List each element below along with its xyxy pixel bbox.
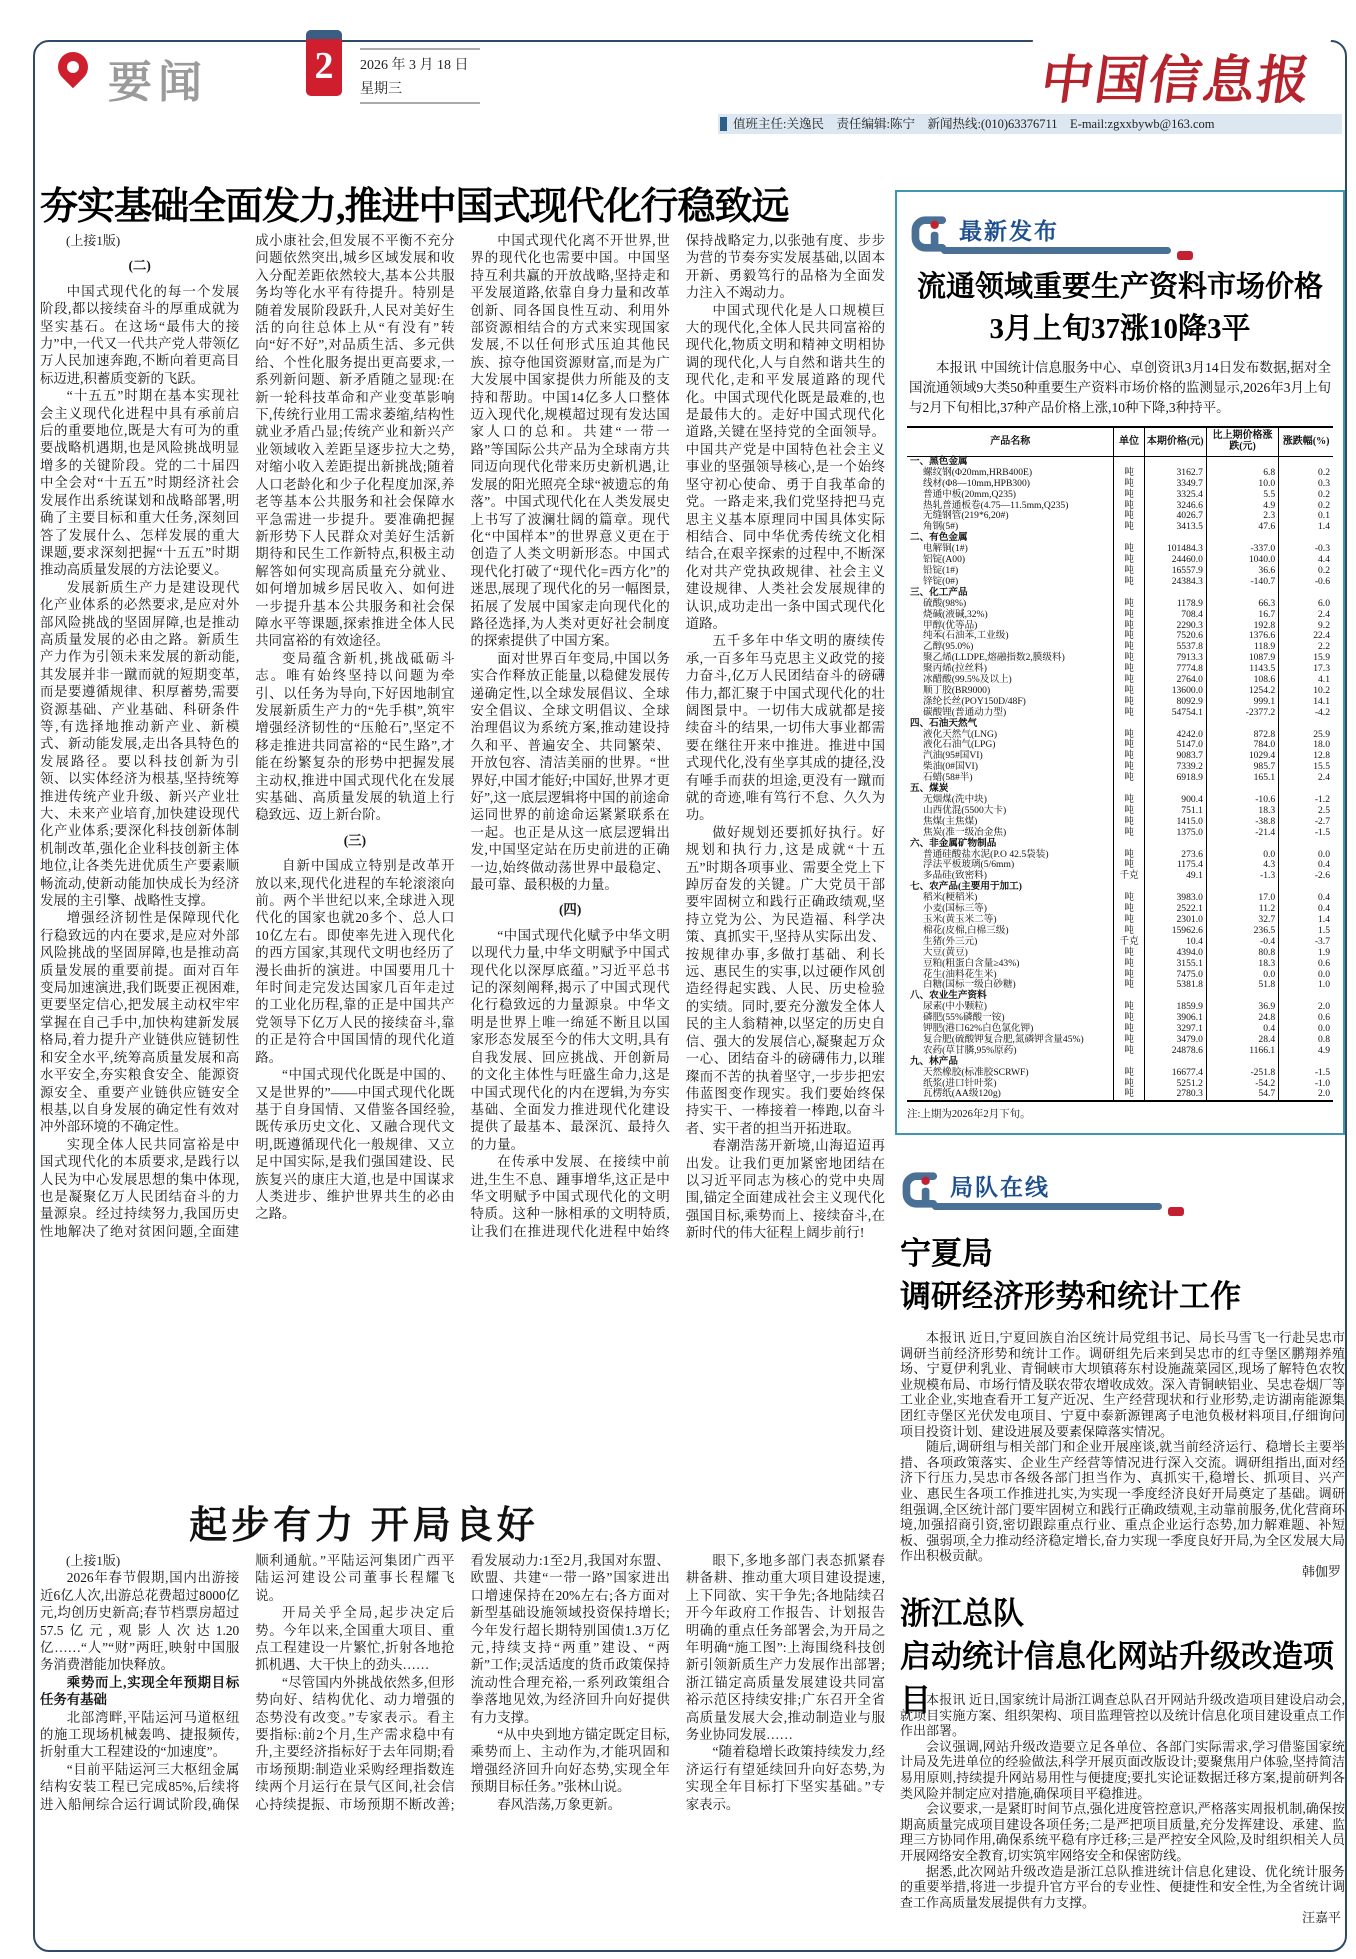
continued-note: (上接1版) [66, 1553, 121, 1568]
section-name: 要闻 [100, 46, 216, 110]
article-paragraph: 会议要求,一是紧盯时间节点,强化进度管控意识,严格落实周报机制,确保按期高质量完成项目建设各项任务;二是严把项目质量,充分发挥建设、承建、监理三方协同作用,确保系统平稳有序迁移;三是严控安全风险,及时组织相关人员开展网络安全教育,切实筑牢网络安全和保密防线。 [900, 1801, 1345, 1863]
table-row: 浮法平板玻璃(5/6mm) 吨 1175.4 4.3 0.4 [907, 860, 1333, 871]
price-table [907, 426, 1333, 1102]
table-row: 天然橡胶(标准胶SCRWF) 吨 16677.4 -251.8 -1.5 [907, 1068, 1333, 1079]
article-paragraph: 2026年春节假期,国内出游接近6亿人次,出游总花费超过8000亿元,均创历史新高;春节档票房超过57.5亿元,观影人次达1.20亿……“人”“财”两旺,映射中国服务消费潜能加快释放。 [40, 1570, 240, 1673]
table-category-row: 六、非金属矿物制品 [907, 839, 1333, 850]
latest-release-box [895, 190, 1345, 1135]
table-row: 豆粕(粗蛋白含量≥43%) 吨 3155.1 18.3 0.6 [907, 959, 1333, 970]
article-paragraph: 会议强调,网站升级改造要立足各单位、各部门实际需求,学习借鉴国家统计局及先进单位的经验做法,科学开展页面改版设计;要聚焦用户体验,坚持简洁易用原则,持续提升网站易用性与便捷度;要扎实论证数据迁移方案,提前研判各类风险并制定应对措施,确保项目平稳推进。 [900, 1738, 1345, 1801]
editorial-paragraph: 中国式现代化离不开世界,世界的现代化也需要中国。中国坚持互利共赢的开放战略,坚持走和平发展道路,依靠自身力量和改革创新、同各国良性互动、利用外部资源相结合的方式来实现国家发展,不以任何形式压迫其他民族、掠夺他国资源财富,而是为广大发展中国家提供力所能及的支持和帮助。中国14亿多人口整体迈入现代化,规模超过现有发达国家人口的总和。共建“一带一路”等国际公共产品为全球南方共同迈向现代化带来历史新机遇,让发展的阳光照亮全球“被遗忘的角落”。中国式现代化在人类发展史上书写了波澜壮阔的篇章。现代化“中国样本”的世界意义更在于创造了人类文明新形态。中国式现代化打破了“现代化=西方化”的迷思,展现了现代化的另一幅图景,拓展了发展中国家走向现代化的路径选择,为人类对更好社会制度的探索提供了中国方案。 [470, 233, 670, 649]
red-nub [1168, 1207, 1184, 1216]
newspaper-logo: 中国信息报 [1023, 38, 1332, 113]
table-row: 无烟煤(洗中块) 吨 900.4 -10.6 -1.2 [907, 795, 1333, 806]
info-bar-tick-icon [720, 117, 727, 131]
article-paragraph: 春风浩荡,万象更新。 [497, 1796, 622, 1812]
table-row: 普通硅酸盐水泥(P.O 42.5袋装) 吨 273.6 0.0 0.0 [907, 850, 1333, 861]
table-category-row: 七、农产品(主要用于加工) [907, 882, 1333, 893]
red-nub [1177, 251, 1193, 260]
table-row: 螺纹钢(Φ20mm,HRB400E) 吨 3162.7 6.8 0.2 [907, 468, 1333, 479]
table-row: 焦炭(准一级冶金焦) 吨 1375.0 -21.4 -1.5 [907, 828, 1333, 839]
section-label: 局队在线 [950, 1175, 1050, 1200]
bureau-article-body [900, 1330, 1345, 1579]
article-paragraph: “随着稳增长政策持续发力,经济运行有望延续回升向好态势,为实现全年目标打下坚实基础。”专家表示。 [685, 1744, 885, 1812]
table-row: 汽油(95#国VI) 吨 9083.7 1029.4 12.8 [907, 751, 1333, 762]
table-row: 多晶硅(致密料) 千克 49.1 -1.3 -2.6 [907, 871, 1333, 882]
table-row: 纸浆(进口针叶浆) 吨 5251.2 -54.2 -1.0 [907, 1079, 1333, 1090]
page-number-badge [306, 30, 342, 96]
table-row: 生猪(外三元) 千克 10.4 -0.4 -3.7 [907, 937, 1333, 948]
byline: 汪嘉平 [1301, 1910, 1341, 1926]
section-label: 最新发布 [959, 219, 1059, 244]
info-bar-text: 值班主任:关逸民 责任编辑:陈宁 新闻热线:(010)63376711 E-mail:zgxxbywb@163.com [733, 117, 1215, 131]
editorial-paragraph: 中国式现代化的每一个发展阶段,都以接续奋斗的厚重成就为坚实基石。在这场“最伟大的接力”中,一代又一代共产党人带领亿万人民加速奔跑,不断向着更高目标迈进,积蓄质变新的飞跃。 [40, 283, 240, 386]
table-row: 液化天然气(LNG) 吨 4242.0 872.8 25.9 [907, 730, 1333, 741]
main-headline: 夯实基础全面发力,推进中国式现代化行稳致远 [40, 186, 789, 229]
editorial-paragraph: 中国式现代化是人口规模巨大的现代化,全体人民共同富裕的现代化,物质文明和精神文明相协调的现代化,人与自然和谐共生的现代化,走和平发展道路的现代化。中国式现代化既是最难的,也是最伟大的。走好中国式现代化道路,关键在坚持党的全面领导。中国共产党是中国特色社会主义事业的坚强领导核心,是一个始终坚守初心使命、勇于自我革命的党。一路走来,我们党坚持把马克思主义基本原理同中国具体实际相结合、同中华优秀传统文化相结合,在艰辛探索的过程中,不断深化对共产党执政规律、社会主义建设规律、人类社会发展规律的认识,成功走出一条中国式现代化道路。 [685, 302, 885, 631]
date-line: 2026 年 3 月 18 日 [360, 58, 469, 73]
table-row: 聚丙烯(拉丝料) 吨 7774.8 1143.5 17.3 [907, 664, 1333, 675]
second-article-body [40, 1552, 885, 1948]
table-row: 钾肥(港口62%白色氯化钾) 吨 3297.1 0.4 0.0 [907, 1024, 1333, 1035]
table-row: 山西优混(5500大卡) 吨 751.1 18.3 2.5 [907, 806, 1333, 817]
page-header [0, 0, 1356, 120]
article-paragraph: “从中央到地方锚定既定目标,乘势而上、主动作为,才能巩固和增强经济回升向好态势,实现全年预期目标任务。”张林山说。 [470, 1727, 670, 1795]
editorial-body [40, 232, 885, 1448]
table-row: 小麦(国标三等) 吨 2522.1 11.2 0.4 [907, 904, 1333, 915]
table-category-row: 四、石油天然气 [907, 719, 1333, 730]
byline: 韩伽罗 [1301, 1563, 1341, 1579]
price-table-header: 产品名称 单位 本期价格(元) 比上期价格涨跌(元) 涨跌幅(%) [907, 427, 1333, 456]
continued-note: (上接1版) [66, 233, 121, 248]
article-paragraph: 乘势而上,实现全年预期目标任务有基础 [40, 1674, 240, 1708]
section-label-underline [941, 247, 1171, 254]
editorial-paragraph: 在传承中发展、在接续中前进,生生不息、踵事增华,这正是中华文明赋予中国式现代化的文明特质。这种一脉相承的文明特质,让我们在推进现代化进程中始终保持战略定力,以张弛有度、步步为营的节奏夯实发展基础,以固本开新、勇毅笃行的品格为全面发力注入不竭动力。 [470, 233, 885, 1239]
latest-release-header [907, 202, 1333, 260]
table-row: 烧碱(液碱,32%) 吨 708.4 16.7 2.4 [907, 610, 1333, 621]
editorial-paragraph: 做好规划还要抓好执行。好规划和执行力,这是成就“十五五”时期各项事业、需要全党上下踔厉奋发的关键。广大党员干部要牢固树立和践行正确政绩观,坚持立党为公、为民造福、科学决策、真抓实干,坚持从实际出发、按规律办事,多做打基础、利长远、惠民生的实事,以过硬作风创造经得起实践、人民、历史检验的实绩。同时,要充分激发全体人民的主人翁精神,以坚定的历史自信、强大的发展信心,凝聚起万众一心、团结奋斗的磅礴伟力,以璀璨而不苦的执着坚守,一步步把宏伟蓝图变作现实。我们要始终保持实干、一棒接着一棒跑,以奋斗者、实干者的担当开拓进取。 [685, 824, 885, 1136]
table-row: 瓦楞纸(AA级120g) 吨 2780.3 54.7 2.0 [907, 1089, 1333, 1101]
table-row: 冰醋酸(99.5%及以上) 吨 2764.0 108.6 4.1 [907, 675, 1333, 686]
table-row: 铝锭(A00) 吨 24460.0 1040.0 4.4 [907, 555, 1333, 566]
bureau-article-title: 宁夏局 调研经济形势和统计工作 [900, 1236, 1241, 1315]
table-row: 角钢(5#) 吨 3413.5 47.6 1.4 [907, 522, 1333, 533]
article-paragraph: 北部湾畔,平陆运河马道枢纽的施工现场机械轰鸣、捷报频传,折射重大工程建设的“加速度”。 [40, 1709, 240, 1760]
location-pin-icon [52, 46, 94, 88]
table-row: 热轧普通板卷(4.75—11.5mm,Q235) 吨 3246.6 4.9 0.2 [907, 501, 1333, 512]
editorial-paragraph: “中国式现代化既是中国的、又是世界的”——中国式现代化既基于自身国情、又借鉴各国经验,既传承历史文化、又融合现代文明,既遵循现代化一般规律、又立足中国实际,是我们强国建设、民族复兴的康庄大道,也是中国谋求人类进步、维护世界共生的必由之路。 [255, 1067, 455, 1222]
editorial-paragraph: 五千多年中华文明的赓续传承,一百多年马克思主义政党的接力奋斗,亿万人民团结奋斗的磅礴伟力,都汇聚于中国式现代化的壮阔图景中。一切伟大成就都是接续奋斗的结果,一切伟大事业都需要在继往开来中推进。推进中国式现代化,没有坐享其成的捷径,没有唾手而获的坦途,更没有一蹴而就的奇迹,唯有笃行不怠、久久为功。 [685, 633, 885, 823]
editorial-paragraph: 面对世界百年变局,中国以务实合作释放正能量,以稳健发展传递确定性,以全球发展倡议、全球安全倡议、全球文明倡议、全球治理倡议为系统方案,推动建设持久和平、普遍安全、共同繁荣、开放包容、清洁美丽的世界。“世界好,中国才能好;中国好,世界才更好”,这一底层逻辑将中国的前途命运同世界的前途命运紧紧联系在一起。也正是从这一底层逻辑出发,中国坚定站在历史前进的正确一边,始终做动荡世界中最稳定、最可靠、最积极的力量。 [470, 650, 670, 893]
table-row: 尿素(中小颗粒) 吨 1859.9 36.9 2.0 [907, 1002, 1333, 1013]
table-row: 棉花(皮棉,白棉三级) 吨 15962.6 236.5 1.5 [907, 926, 1333, 937]
article-paragraph: “目前平陆运河三大枢纽金属结构安装工程已完成85%,后续将进入船闸综合运行调试阶段,确保顺利通航。”平陆运河集团广西平陆运河建设公司董事长程耀飞说。 [40, 1553, 455, 1812]
table-row: 花生(油料花生米) 吨 7475.0 0.0 0.0 [907, 970, 1333, 981]
table-row: 柴油(0#国VI) 吨 7339.2 985.7 15.5 [907, 762, 1333, 773]
section-marker: (二) [128, 258, 151, 274]
article-paragraph: 开局关乎全局,起步决定后势。今年以来,全国重大项目、重点工程建设一片繁忙,折射各地抢抓机遇、大干快上的劲头…… [255, 1605, 455, 1673]
article-paragraph: “尽管国内外挑战依然多,但形势向好、结构优化、动力增强的态势没有改变。”专家表示。看主要指标:前2个月,生产需求稳中有升,主要经济指标好于去年同期;看市场预期:制造业采购经理指数连续两个月运行在景气区间,社会信心持续提振、市场预期不断改善;看发展动力:1至2月,我国对东盟、欧盟、共建“一带一路”国家进出口增速保持在20%左右;各方面对新型基础设施领域投资保持增长;今年发行超长期特别国债1.3万亿元,持续支持“两重”建设、“两新”工作;灵活适度的货币政策保持流动性合理充裕,一系列政策组合拳落地见效,为经济回升向好提供有力支撑。 [255, 1553, 670, 1812]
table-row: 涤纶长丝(POY150D/48F) 吨 8092.9 999.1 14.1 [907, 697, 1333, 708]
table-row: 磷肥(55%磷酸一铵) 吨 3906.1 24.8 0.6 [907, 1013, 1333, 1024]
table-row: 复合肥(硫酸钾复合肥,氮磷钾含量45%) 吨 3479.0 28.4 0.8 [907, 1035, 1333, 1046]
masthead-info-bar [718, 114, 1342, 134]
page-number: 2 [314, 45, 334, 87]
table-row: 液化石油气(LPG) 吨 5147.0 784.0 18.0 [907, 740, 1333, 751]
table-row: 焦煤(主焦煤) 吨 1415.0 -38.8 -2.7 [907, 817, 1333, 828]
table-row: 白糖(国标一级白砂糖) 吨 5381.8 51.8 1.0 [907, 980, 1333, 991]
editorial-paragraph: “中国式现代化赋予中华文明以现代力量,中华文明赋予中国式现代化以深厚底蕴。”习近平总书记的深刻阐释,揭示了中国式现代化行稳致远的力量源泉。中华文明是世界上唯一绵延不断且以国家形态发展至今的伟大文明,具有自我发展、回应挑战、开创新局的文化主体性与旺盛生命力,这是中国式现代化的内在逻辑,为夯实基础、全面发力推进现代化建设提供了最基本、最深沉、最持久的力量。 [470, 927, 670, 1152]
table-row: 碳酸锂(普通动力型) 吨 54754.1 -2377.2 -4.2 [907, 708, 1333, 719]
table-row: 聚乙烯(LLDPE,熔融指数2,膜级料) 吨 7913.3 1087.9 15.9 [907, 653, 1333, 664]
release-intro: 本报讯 中国统计信息服务中心、卓创资讯3月14日发布数据,据对全国流通领域9大类50种重要生产资料市场价格的监测显示,2026年3月上旬与2月下旬相比,37种产品价格上涨,10种下降,3种持平。 [909, 360, 1331, 416]
article-paragraph: 随后,调研组与相关部门和企业开展座谈,就当前经济运行、稳增长主要举措、各项政策落实、企业生产经营等情况进行深入交流。调研组指出,面对经济下行压力,吴忠市各级各部门担当作为、真抓实干,稳增长、抓项目、兴产业、惠民生各项工作推进扎实,为实现一季度经济良好开局奠定了基础。调研组强调,全区统计部门要牢固树立和践行正确政绩观,主动靠前服务,优化营商环境,加强招商引资,密切跟踪重点行业、重点企业运行态势,加力解难题、补短板、强弱项,全力推动经济稳定增长,奋力实现一季度良好开局,为全区发展大局作出积极贡献。 [900, 1439, 1345, 1564]
second-article-headline: 起步有力 开局良好 [189, 1504, 539, 1547]
badge-cap [306, 30, 342, 39]
table-row: 普通中板(20mm,Q235) 吨 3325.4 5.5 0.2 [907, 490, 1333, 501]
bureau-online-header [898, 1158, 1348, 1216]
editorial-paragraph: 增强经济韧性是保障现代化行稳致远的内在要求,是应对外部风险挑战的坚固屏障,也是推动高质量发展的重要前提。面对百年变局加速演进,我们既要正视困难,更要坚定信心,把发展主动权牢牢掌握在自己手中,加快构建新发展格局,着力提升产业链供应链韧性和安全水平,统筹高质量发展和高水平安全,夯实粮食安全、能源资源安全、重要产业链供应链安全根基,以自身发展的确定性有效对冲外部环境的不确定性。 [40, 910, 240, 1135]
editorial-paragraph: “十五五”时期在基本实现社会主义现代化进程中具有承前启后的重要地位,既是大有可为的重要战略机遇期,也是风险挑战明显增多的关键阶段。党的二十届四中全会对“十五五”时期经济社会发展作出系统谋划和战略部署,明确了主要目标和重大任务,深刻回答了发展什么、怎样发展的重大课题,要求深刻把握“十五五”时期推动高质量发展的方法论要义。 [40, 388, 240, 578]
price-table-body [907, 456, 1333, 1101]
table-row: 农药(草甘膦,95%原药) 吨 24878.6 1166.1 4.9 [907, 1046, 1333, 1057]
table-row: 硫酸(98%) 吨 1178.9 66.3 6.0 [907, 599, 1333, 610]
table-category-row: 一、黑色金属 [907, 456, 1333, 467]
table-category-row: 三、化工产品 [907, 588, 1333, 599]
table-category-row: 九、林产品 [907, 1057, 1333, 1068]
table-row: 电解铜(1#) 吨 101484.3 -337.0 -0.3 [907, 544, 1333, 555]
section-marker: (三) [343, 832, 367, 848]
table-row: 稻米(粳稻米) 吨 3983.0 17.0 0.4 [907, 893, 1333, 904]
editorial-paragraph: 发展新质生产力是建设现代化产业体系的必然要求,是应对外部风险挑战的坚固屏障,也是推动高质量发展的必由之路。新质生产力作为引领未来发展的新动能,其发展并非一蹴而就的短期变革,而是要遵循规律、积厚蓄势,需要资源基础、产业基础、科研条件等,有选择地推动新产业、新模式、新动能发展,走出各具特色的发展路径。要以科技创新为引领、以实体经济为根基,坚持统筹推进传统产业升级、新兴产业壮大、未来产业培育,加快建设现代化产业体系;要深化科技创新体制机制改革,强化企业科技创新主体地位,让各类先进优质生产要素顺畅流动,使新动能加快成长为经济发展的主引擎、战略性支撑。 [40, 579, 240, 909]
article-paragraph: 据悉,此次网站升级改造是浙江总队推进统计信息化建设、优化统计服务的重要举措,将进一步提升官方平台的专业性、便捷性和安全性,为全省统计调查工作高质量发展提供有力支撑。 [900, 1863, 1345, 1910]
editorial-paragraph: 春潮浩荡开新境,山海迢迢再出发。让我们更加紧密地团结在以习近平同志为核心的党中央周围,锚定全面建成社会主义现代化强国目标,乘势而上、接续奋斗,在新时代的伟大征程上阔步前行! [685, 1138, 885, 1241]
date-block [356, 48, 484, 104]
bureau-article-title: 浙江总队 启动统计信息化网站升级改造项目 [900, 1596, 1334, 1718]
release-title: 流通领域重要生产资料市场价格 3月上旬37涨10降3平 [916, 271, 1323, 346]
table-row: 乙醇(95.0%) 吨 5537.8 118.9 2.2 [907, 642, 1333, 653]
table-row: 无缝钢管(219*6,20#) 吨 4026.7 2.3 0.1 [907, 511, 1333, 522]
table-row: 石蜡(58#半) 吨 6918.9 165.1 2.4 [907, 773, 1333, 784]
weekday-line: 星期三 [360, 82, 402, 97]
section-label-underline [932, 1203, 1162, 1210]
table-row: 玉米(黄玉米二等) 吨 2301.0 32.7 1.4 [907, 915, 1333, 926]
table-row: 大豆(黄豆) 吨 4394.0 80.8 1.9 [907, 948, 1333, 959]
table-note: 注:上期为2026年2月下旬。 [907, 1109, 1031, 1121]
table-row: 纯苯(石油苯,工业级) 吨 7520.6 1376.6 22.4 [907, 631, 1333, 642]
table-row: 铅锭(1#) 吨 16557.9 36.6 0.2 [907, 566, 1333, 577]
table-row: 锌锭(0#) 吨 24384.3 -140.7 -0.6 [907, 577, 1333, 588]
table-row: 甲醇(优等品) 吨 2290.3 192.8 9.2 [907, 621, 1333, 632]
bureau-article-body [900, 1692, 1345, 1944]
table-row: 线材(Φ8—10mm,HPB300) 吨 3349.7 10.0 0.3 [907, 479, 1333, 490]
editorial-paragraph: 自新中国成立特别是改革开放以来,现代化进程的车轮滚滚向前。两个半世纪以来,全球进入现代化的国家也就20多个、总人口10亿左右。即使率先进入现代化的西方国家,其现代文明也经历了漫长曲折的演进。中国要用几十年时间走完发达国家几百年走过的工业化历程,靠的正是中国共产党领导下亿万人民的接续奋斗,靠的正是符合中国国情的现代化道路。 [255, 858, 455, 1065]
section-marker: (四) [558, 902, 582, 918]
table-row: 顺丁胶(BR9000) 吨 13600.0 1254.2 10.2 [907, 686, 1333, 697]
article-paragraph: 本报讯 近日,宁夏回族自治区统计局党组书记、局长马雪飞一行赴吴忠市调研当前经济形势和统计工作。调研组先后来到吴忠市的红寺堡区鹏翔养殖场、宁夏伊利乳业、青铜峡市大坝镇蒋东村设施蔬菜园区,现场了解特色农牧业规模布局、市场行情及联农带农增收成效。深入青铜峡铝业、吴忠卷烟厂等工业企业,实地查看开工复产近况、生产经营现状和行业形势,走访湖南能源集团红寺堡区光伏发电项目、宁夏中泰新源锂离子电池负极材料项目,仔细询问项目投资计划、建设进展及要素保障落实情况。 [900, 1330, 1345, 1439]
editorial-paragraph: 变局蕴含新机,挑战砥砺斗志。唯有始终坚持以问题为牵引、以任务为导向,下好因地制宜发展新质生产力的“先手棋”,筑牢增强经济韧性的“压舱石”,坚定不移走推进共同富裕的“民生路”,才能在纷繁复杂的形势中把握发展主动权,推进中国式现代化在发展实基础、高质量发展的轨道上行稳致远、迈上新台阶。 [255, 650, 455, 823]
editorial-paragraph: 实现全体人民共同富裕是中国式现代化的本质要求,是践行以人民为中心发展思想的集中体现,也是凝聚亿万人民团结奋斗的力量源泉。经过持续努力,我国历史性地解决了绝对贫困问题,全面建成小康社会,但发展不平衡不充分问题依然突出,城乡区域发展和收入分配差距依然较大,基本公共服务均等化水平有待提升。特别是随着发展阶段跃升,人民对美好生活的向往总体上从“有没有”转向“好不好”,对品质生活、多元供给、个性化服务提出更高要求,一系列新问题、新矛盾随之显现:在新一轮科技革命和产业变革影响下,传统行业用工需求萎缩,结构性就业矛盾凸显;传统产业和新兴产业领域收入差距呈逐步拉大之势,对缩小收入差距提出新挑战;随着人口老龄化和少子化程度加深,养老等基本公共服务和社会保障水平急需进一步提升。要准确把握新形势下人民群众对美好生活新期待和民生工作新特点,积极主动解答如何实现高质量充分就业、如何增加城乡居民收入、如何进一步提升基本公共服务和社会保障水平等课题,探索推进全体人民共同富裕的有效途径。 [40, 233, 455, 1239]
article-paragraph: 本报讯 近日,国家统计局浙江调查总队召开网站升级改造项目建设启动会,就项目实施方案、组织架构、项目监理管控以及统计信息化项目建设重点工作作出部署。 [900, 1692, 1345, 1739]
table-category-row: 八、农业生产资料 [907, 991, 1333, 1002]
table-category-row: 二、有色金属 [907, 533, 1333, 544]
article-paragraph: 眼下,多地多部门表态抓紧春耕备耕、推动重大项目建设提速,上下同欲、实干争先;各地陆续召开今年政府工作报告、计划报告明确的重点任务部署会,为开局之年明确“施工图”:上海围绕科技创新引领新质生产力发展作出部署;浙江锚定高质量发展建设共同富裕示范区持续安排;广东召开全省高质量发展大会,推动制造业与服务业协同发展…… [685, 1553, 885, 1743]
table-category-row: 五、煤炭 [907, 784, 1333, 795]
